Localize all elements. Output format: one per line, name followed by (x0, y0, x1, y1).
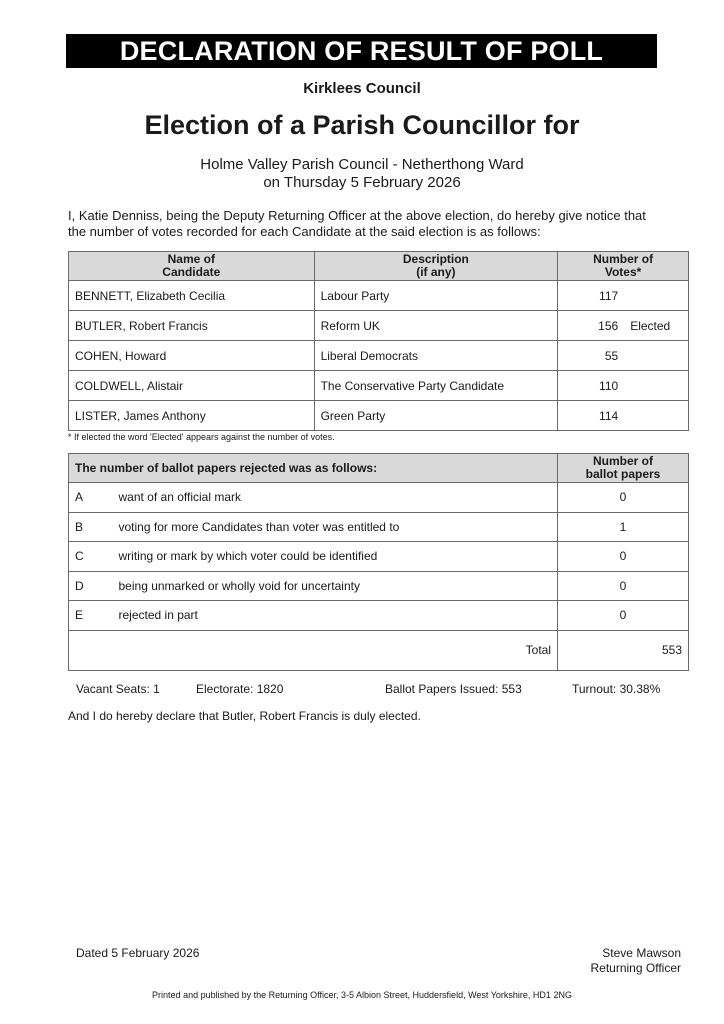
candidate-votes-cell (558, 281, 689, 311)
candidate-description: Reform UK (314, 311, 558, 341)
rejection-letter: B (69, 512, 119, 542)
intro-line-1: I, Katie Denniss, being the Deputy Returning Officer at the above election, do hereby give notice that (68, 208, 646, 223)
elected-footnote: * If elected the word 'Elected' appears against the number of votes. (68, 432, 335, 442)
rejected-count-header (558, 454, 689, 483)
rejection-count: 0 (558, 542, 689, 572)
table-row (69, 371, 689, 401)
total-value: 553 (558, 630, 689, 670)
candidate-votes: 110 (599, 379, 619, 393)
count-header-line2: ballot papers (585, 467, 661, 481)
intro-paragraph (68, 208, 708, 240)
vacant-seats: Vacant Seats: 1 (76, 682, 160, 696)
rejection-count: 0 (558, 571, 689, 601)
declaration-statement: And I do hereby declare that Butler, Robert Francis is duly elected. (68, 709, 421, 723)
candidate-votes: 114 (599, 409, 619, 423)
candidate-votes-cell (558, 401, 689, 431)
rejection-reason: writing or mark by which voter could be identified (119, 542, 558, 572)
election-subtitle (0, 156, 724, 192)
rejected-header-row (69, 454, 689, 483)
table-row (69, 483, 689, 513)
table-row (69, 281, 689, 311)
rejection-reason: being unmarked or wholly void for uncertainty (119, 571, 558, 601)
candidate-name: BENNETT, Elizabeth Cecilia (69, 281, 315, 311)
table-row (69, 341, 689, 371)
rejection-letter: D (69, 571, 119, 601)
header-desc-line2: (if any) (416, 265, 456, 279)
rejection-letter: A (69, 483, 119, 513)
dated: Dated 5 February 2026 (76, 946, 200, 960)
total-row (69, 630, 689, 670)
candidate-name: COHEN, Howard (69, 341, 315, 371)
elected-status: Elected (630, 319, 671, 333)
candidate-description: Liberal Democrats (314, 341, 558, 371)
council-name: Kirklees Council (303, 80, 421, 97)
table-row (69, 542, 689, 572)
total-label: Total (69, 630, 558, 670)
electorate: Electorate: 1820 (196, 682, 284, 696)
header-name-line2: Candidate (162, 265, 221, 279)
candidate-name: LISTER, James Anthony (69, 401, 315, 431)
candidate-description: Green Party (314, 401, 558, 431)
candidate-name: COLDWELL, Alistair (69, 371, 315, 401)
officer-title: Returning Officer (590, 961, 681, 975)
table-row (69, 311, 689, 341)
candidate-votes-cell (558, 341, 689, 371)
header-votes-line1: Number of (593, 252, 654, 266)
election-title: Election of a Parish Councillor for (144, 110, 580, 140)
candidate-votes: 55 (604, 349, 619, 363)
declaration-banner: DECLARATION OF RESULT OF POLL (66, 34, 657, 68)
ballot-papers-issued: Ballot Papers Issued: 553 (385, 682, 522, 696)
table-row (69, 601, 689, 631)
header-desc-line1: Description (402, 252, 469, 266)
header-votes-line2: Votes* (604, 265, 642, 279)
candidate-name: BUTLER, Robert Francis (69, 311, 315, 341)
candidate-description: The Conservative Party Candidate (314, 371, 558, 401)
candidate-votes: 117 (599, 289, 619, 303)
rejection-letter: E (69, 601, 119, 631)
rejection-reason: rejected in part (119, 601, 558, 631)
officer-name: Steve Mawson (602, 946, 681, 960)
candidate-votes-cell (558, 371, 689, 401)
candidates-table (68, 251, 689, 431)
rejection-reason: want of an official mark (119, 483, 558, 513)
rejection-count: 1 (558, 512, 689, 542)
table-row (69, 571, 689, 601)
candidate-votes: 156 (598, 319, 619, 333)
header-description (314, 252, 558, 281)
rejected-ballots-table (68, 453, 689, 671)
ward-name: Holme Valley Parish Council - Netherthong Ward (200, 156, 524, 173)
intro-line-2: the number of votes recorded for each Candidate at the said election is as follows: (68, 224, 541, 239)
election-date: on Thursday 5 February 2026 (263, 174, 461, 191)
count-header-line1: Number of (593, 454, 653, 468)
turnout: Turnout: 30.38% (572, 682, 661, 696)
header-name (69, 252, 315, 281)
rejection-count: 0 (558, 483, 689, 513)
rejected-title: The number of ballot papers rejected was as follows: (69, 454, 558, 483)
header-votes (558, 252, 689, 281)
rejection-reason: voting for more Candidates than voter was entitled to (119, 512, 558, 542)
rejection-count: 0 (558, 601, 689, 631)
candidates-header-row (69, 252, 689, 281)
candidate-description: Labour Party (314, 281, 558, 311)
returning-officer-signature (480, 946, 681, 976)
rejection-letter: C (69, 542, 119, 572)
printed-by: Printed and published by the Returning Officer, 3-5 Albion Street, Huddersfield, West Yorkshire, HD1 2NG (152, 990, 572, 1000)
header-name-line1: Name of (167, 252, 215, 266)
table-row (69, 401, 689, 431)
candidate-votes-cell (558, 311, 689, 341)
table-row (69, 512, 689, 542)
